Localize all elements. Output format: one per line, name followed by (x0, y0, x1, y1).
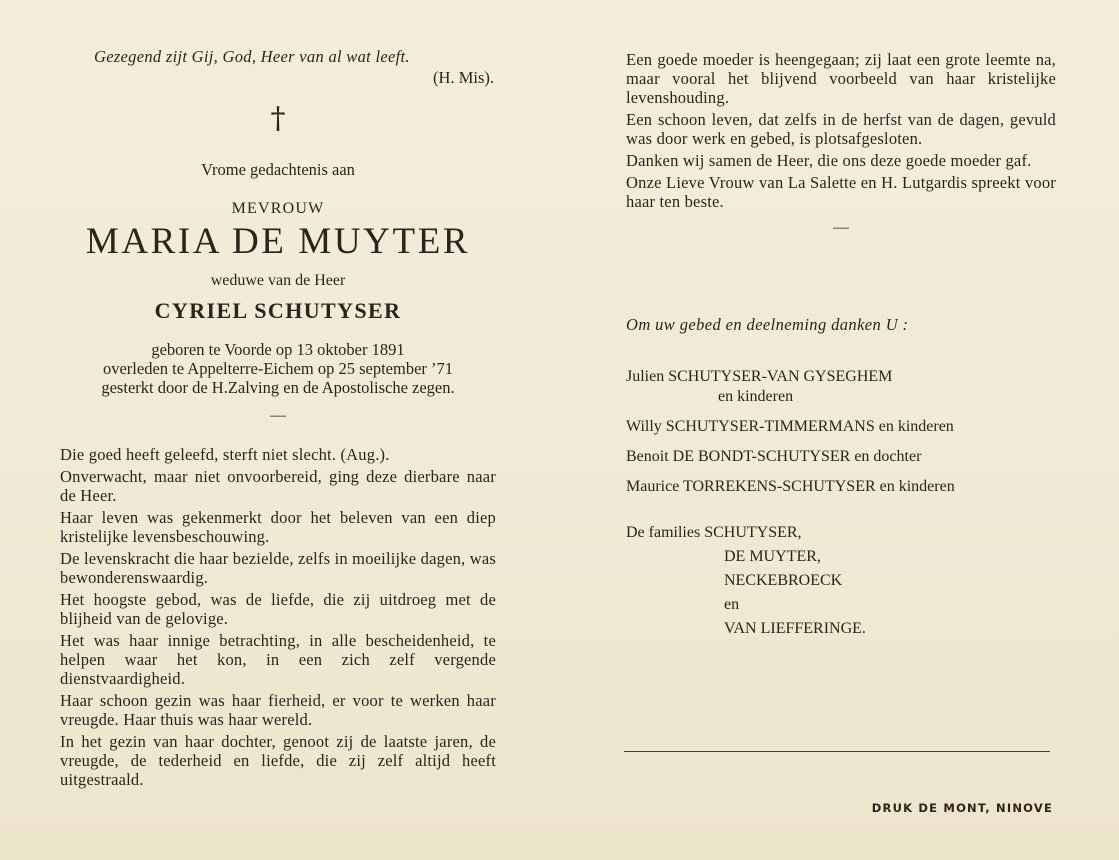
paragraph: Haar schoon gezin was haar fierheid, er voor te werken haar vreugde. Haar thuis was haar wereld. (60, 691, 496, 729)
family-name: DE MUYTER, (724, 548, 821, 565)
separator: — (270, 407, 286, 424)
death-line: overleden te Appelterre-Eichem op 25 september ’71 (102, 359, 454, 378)
mourner-entry (626, 447, 1056, 467)
paragraph: Haar leven was gekenmerkt door het beleven van een diep kristelijke levensbeschouwing. (60, 508, 496, 546)
mourner-entry (626, 367, 1056, 407)
paragraph: Onverwacht, maar niet onvoorbereid, ging deze dierbare naar de Heer. (60, 467, 496, 505)
paragraph: Het was haar innige betrachting, in alle bescheidenheid, te helpen waar het kon, in een zich zelf vergende dienstvaardigheid. (60, 631, 496, 688)
deceased-name: MARIA DE MUYTER (85, 221, 471, 262)
mourner-entry (626, 477, 1056, 497)
honorific: MEVROUW (231, 200, 325, 217)
paragraph: Onze Lieve Vrouw van La Salette en H. Lutgardis spreekt voor haar ten beste. (626, 173, 1056, 211)
family-name: NECKEBROECK (724, 572, 843, 589)
dates-block (60, 340, 496, 397)
left-paragraphs (60, 445, 496, 789)
mourner-name: Benoit DE BONDT-SCHUTYSER en dochter (626, 448, 922, 465)
paragraph: Een goede moeder is heengegaan; zij laat een grote leemte na, maar vooral het blijvend voorbeeld van haar kristelijke levenshouding. (626, 50, 1056, 107)
birth-line: geboren te Voorde op 13 oktober 1891 (151, 340, 405, 359)
paragraph: De levenskracht die haar bezielde, zelfs in moeilijke dagen, was bewonderenswaardig. (60, 549, 496, 587)
paragraph: Het hoogste gebod, was de liefde, die zij uitdroeg met de blijheid van de gelovige. (60, 590, 496, 628)
separator: — (833, 219, 849, 236)
family-conjunction: en (724, 596, 740, 613)
mourner-name: Maurice TORREKENS-SCHUTYSER en kinderen (626, 478, 955, 495)
mourner-entry (626, 417, 1056, 437)
left-panel (60, 46, 496, 792)
mourner-name: Julien SCHUTYSER-VAN GYSEGHEM (626, 368, 893, 385)
mourner-sub: en kinderen (718, 388, 794, 405)
printer-credit: DRUK DE MONT, NINOVE (871, 801, 1053, 815)
motto: Gezegend zijt Gij, God, Heer van al wat leeft. (94, 47, 410, 66)
right-panel (626, 50, 1056, 641)
families-intro: De families SCHUTYSER, (626, 524, 802, 541)
family-name: VAN LIEFFERINGE. (724, 620, 866, 637)
spouse-intro: weduwe van de Heer (210, 272, 346, 289)
cross-icon: † (270, 101, 286, 136)
paragraph: In het gezin van haar dochter, genoot zij de laatste jaren, de vreugde, de tederheid en liefde, die zij zelf altijd heeft uitgestraald. (60, 732, 496, 789)
paragraph: Die goed heeft geleefd, sterft niet slecht. (Aug.). (60, 445, 390, 464)
spouse-name: CYRIEL SCHUTYSER (154, 298, 402, 323)
motto-source: (H. Mis). (433, 68, 494, 87)
intro-text: Vrome gedachtenis aan (201, 160, 355, 179)
right-paragraphs (626, 50, 1056, 211)
thanks-line: Om uw gebed en deelneming danken U : (626, 315, 909, 334)
mourner-name: Willy SCHUTYSER-TIMMERMANS en kinderen (626, 418, 954, 435)
paragraph: Danken wij samen de Heer, die ons deze goede moeder gaf. (626, 151, 1032, 170)
paragraph: Een schoon leven, dat zelfs in de herfst van de dagen, gevuld was door werk en gebed, is plotsafgesloten. (626, 110, 1056, 148)
sacrament-line: gesterkt door de H.Zalving en de Apostolische zegen. (101, 378, 455, 397)
divider-rule (624, 751, 1050, 752)
mourners-list (626, 367, 1056, 497)
families-block (626, 521, 1056, 641)
